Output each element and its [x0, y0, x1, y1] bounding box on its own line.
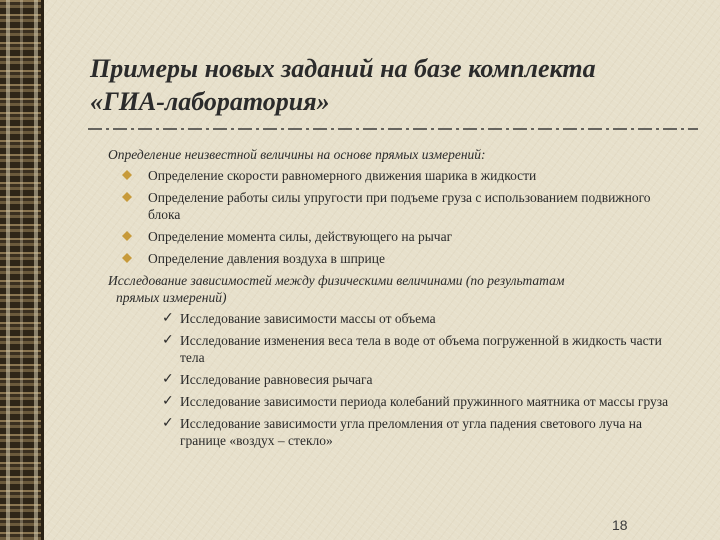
section1-list	[108, 167, 698, 267]
ornament-stripe	[6, 0, 10, 540]
diamond-icon	[122, 253, 132, 263]
list-item	[148, 250, 698, 267]
title-divider	[88, 127, 698, 131]
list-item-text: Исследование изменения веса тела в воде от объема погруженной в жидкость части тела	[180, 333, 662, 365]
slide-title-line1: Примеры новых заданий на базе комплекта	[90, 54, 596, 83]
list-item	[148, 189, 698, 223]
list-item	[148, 167, 698, 184]
list-item-text: Исследование зависимости периода колебаний пружинного маятника от массы груза	[180, 394, 669, 409]
list-item-text: Исследование зависимости угла преломления от угла падения светового луча на границе «воздух – стекло»	[180, 416, 643, 448]
diamond-icon	[122, 170, 132, 180]
slide-title	[90, 52, 690, 118]
diamond-icon	[122, 192, 132, 202]
list-item	[148, 228, 698, 245]
list-item-text: Определение давления воздуха в шприце	[148, 251, 386, 266]
list-item	[162, 393, 698, 410]
ornament-stripe	[20, 0, 23, 540]
section2-list	[108, 310, 698, 449]
check-icon: ✓	[162, 415, 174, 431]
list-item	[162, 415, 698, 449]
ornament-edge	[41, 0, 44, 540]
ornament-stripe	[34, 0, 38, 540]
list-item	[162, 310, 698, 327]
check-icon: ✓	[162, 393, 174, 409]
diamond-icon	[122, 231, 132, 241]
list-item	[162, 371, 698, 388]
list-item-text: Определение работы силы упругости при подъеме груза с использованием подвижного блока	[148, 190, 651, 222]
section2-heading	[108, 272, 698, 306]
list-item-text: Определение скорости равномерного движения шарика в жидкости	[148, 168, 537, 183]
check-icon: ✓	[162, 310, 174, 326]
slide-body	[108, 146, 698, 454]
section2-heading-line2: прямых измерений)	[116, 290, 227, 305]
left-ornament-border	[0, 0, 44, 540]
slide-title-line2: «ГИА-лаборатория»	[90, 87, 330, 116]
list-item	[162, 332, 698, 366]
check-icon: ✓	[162, 332, 174, 348]
section2-heading-line1: Исследование зависимостей между физическими величинами (по результатам	[108, 273, 565, 288]
list-item-text: Исследование зависимости массы от объема	[180, 311, 436, 326]
section1-heading: Определение неизвестной величины на основе прямых измерений:	[108, 147, 486, 162]
page-number: 18	[612, 517, 628, 533]
list-item-text: Исследование равновесия рычага	[180, 372, 373, 387]
list-item-text: Определение момента силы, действующего на рычаг	[148, 229, 453, 244]
check-icon: ✓	[162, 371, 174, 387]
